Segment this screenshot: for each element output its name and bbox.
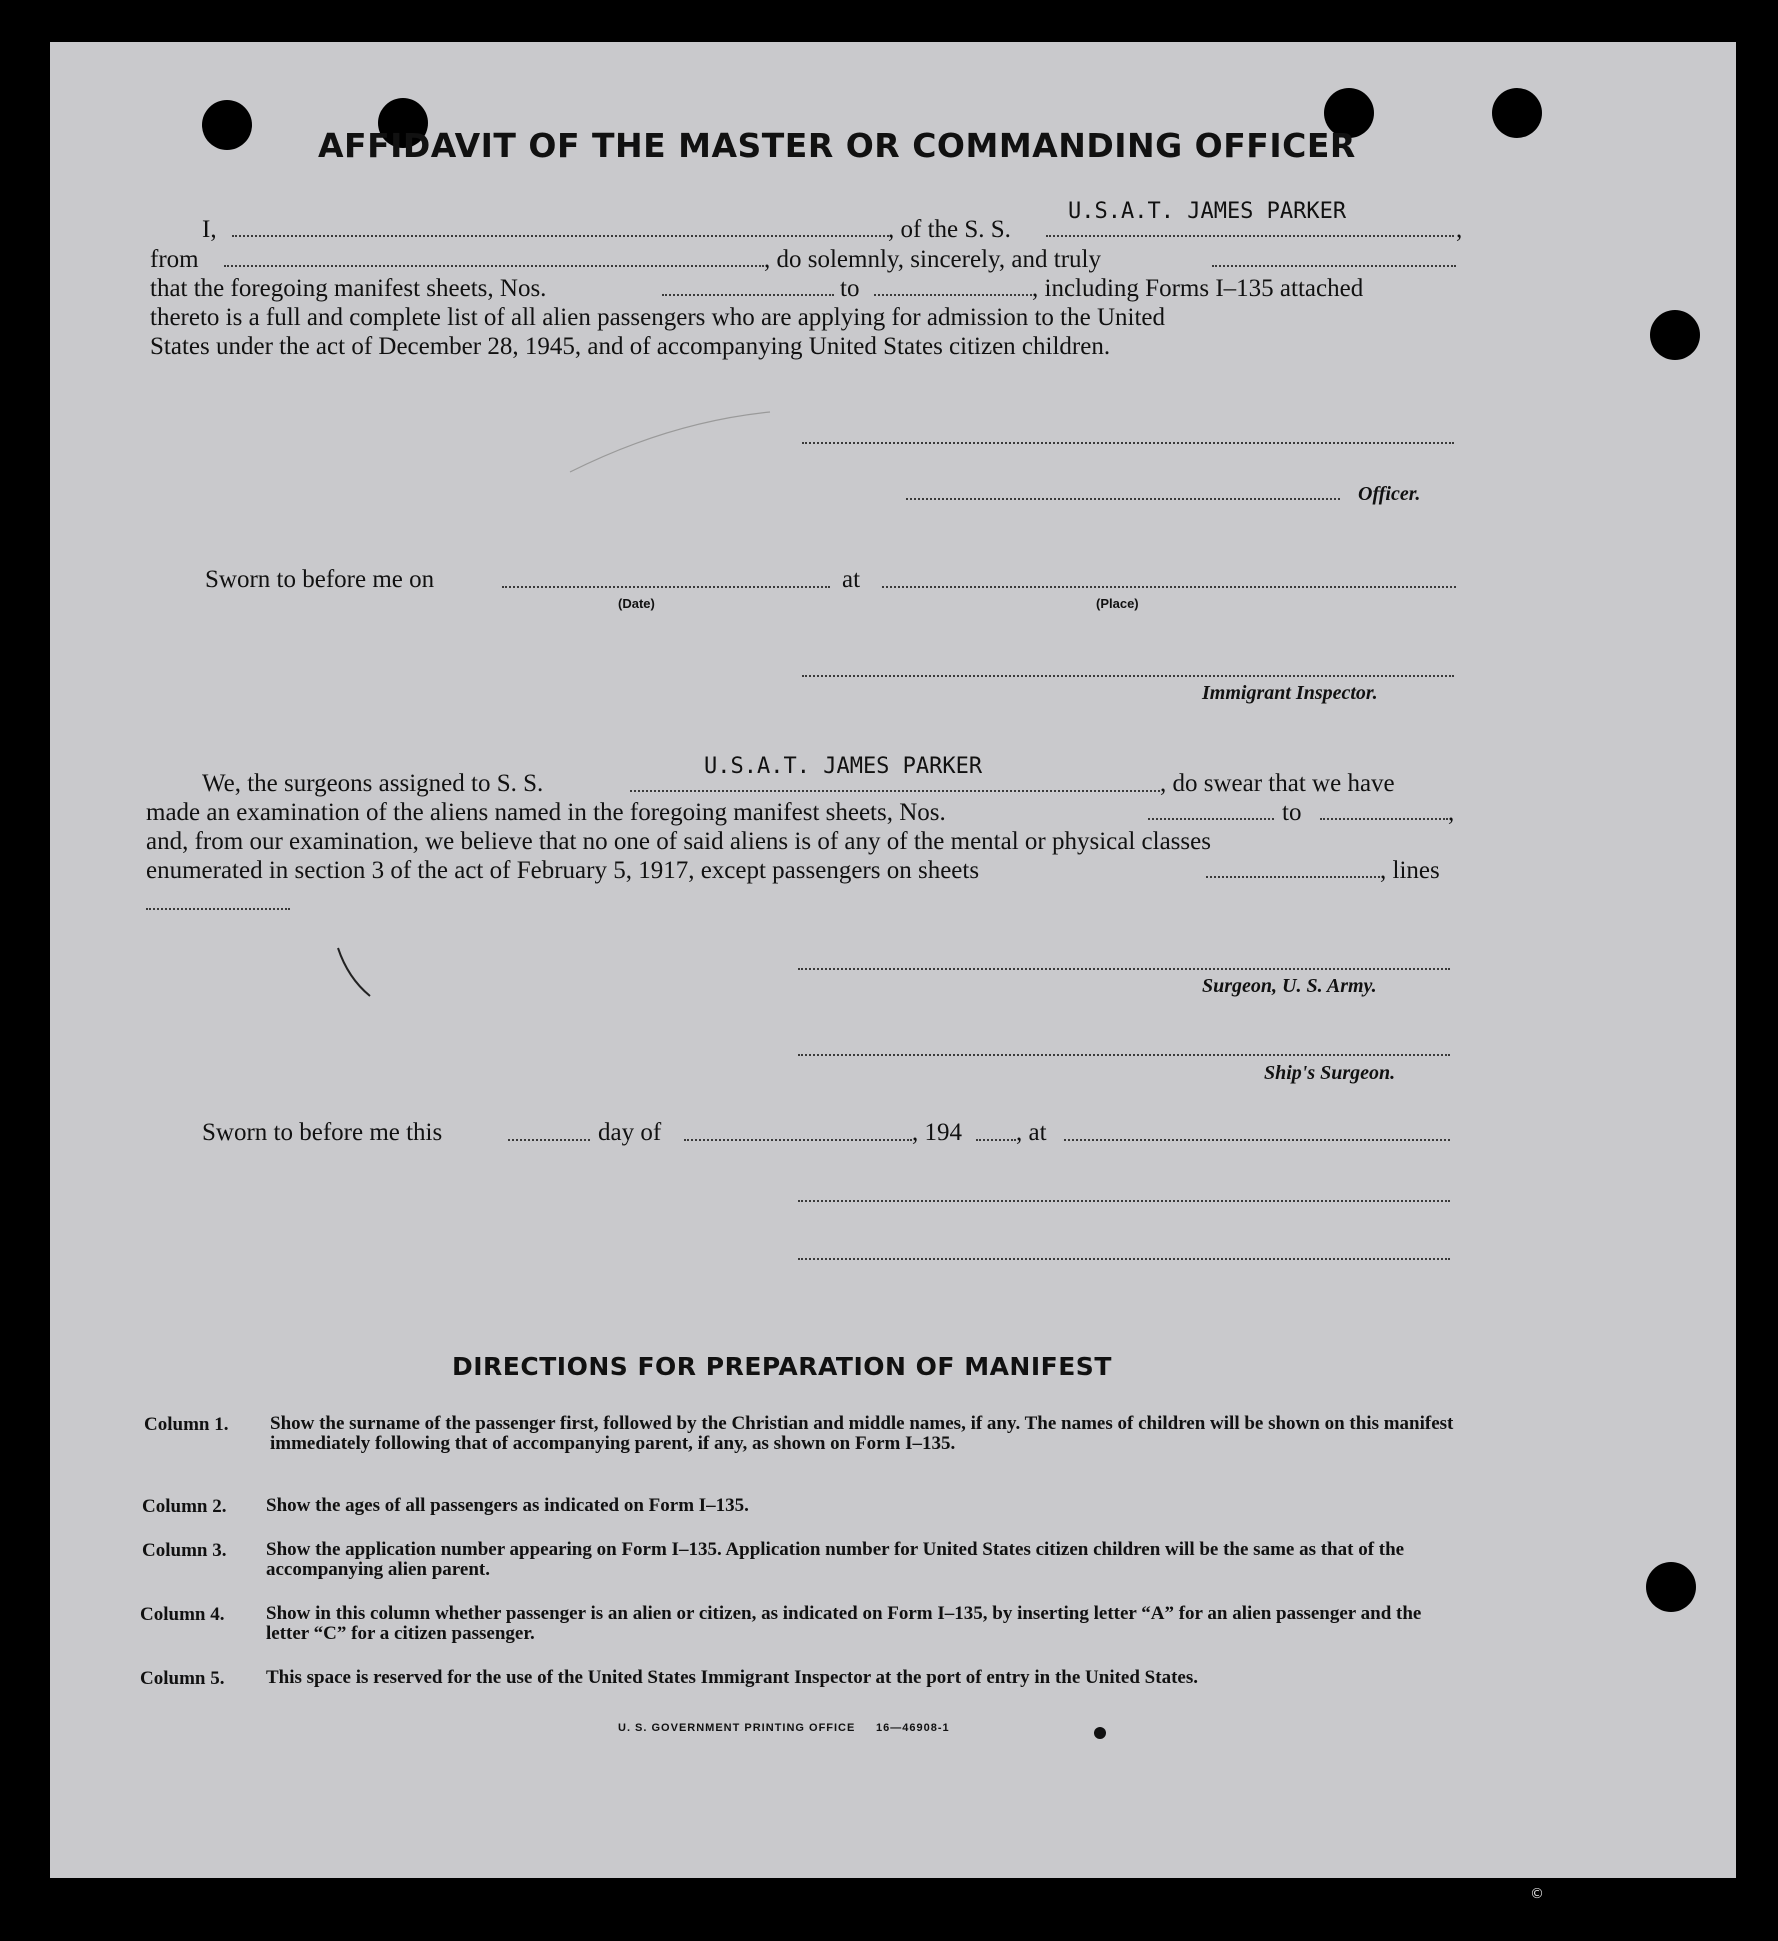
page-title: AFFIDAVIT OF THE MASTER OR COMMANDING OFFICER bbox=[318, 126, 1356, 165]
form-code: 16—46908-1 bbox=[876, 1722, 950, 1734]
column-3-label: Column 3. bbox=[142, 1540, 227, 1561]
immigrant-inspector-label: Immigrant Inspector. bbox=[1202, 682, 1378, 704]
master-line3-to: to bbox=[840, 275, 860, 302]
surgeons-line2-start: made an examination of the aliens named in the foregoing manifest sheets, Nos. bbox=[146, 799, 946, 826]
master-ship-name: U.S.A.T. JAMES PARKER bbox=[1068, 199, 1347, 224]
column-4-label: Column 4. bbox=[140, 1604, 225, 1625]
master-line1-i: I, bbox=[202, 216, 217, 243]
surgeons-line2-to: to bbox=[1282, 799, 1302, 826]
column-2-text: Show the ages of all passengers as indicated on Form I–135. bbox=[266, 1495, 749, 1516]
date-caption: (Date) bbox=[618, 596, 655, 611]
sworn2-prefix: Sworn to before me this bbox=[202, 1119, 443, 1146]
sworn2-at: , at bbox=[1016, 1119, 1047, 1146]
column-3-text: Show the application number appearing on Form I–135. Application number for United States citizen children will be the same as that of the accompanying alien parent. bbox=[266, 1539, 1405, 1580]
sworn2-day-of: day of bbox=[598, 1119, 662, 1146]
master-line5: States under the act of December 28, 1945, and of accompanying United States citizen children. bbox=[150, 333, 1111, 360]
directions-title: DIRECTIONS FOR PREPARATION OF MANIFEST bbox=[452, 1352, 1112, 1381]
column-4-text: Show in this column whether passenger is an alien or citizen, as indicated on Form I–135, by inserting letter “A” for an alien passenger and the letter “C” for a citizen passenger. bbox=[266, 1603, 1422, 1644]
corner-mark: © bbox=[1530, 1886, 1544, 1902]
document-page bbox=[50, 42, 1736, 1878]
surgeons-ship-name: U.S.A.T. JAMES PARKER bbox=[704, 754, 983, 779]
surgeons-line2-end: , bbox=[1448, 799, 1455, 826]
place-caption: (Place) bbox=[1096, 596, 1139, 611]
surgeons-line4-start: enumerated in section 3 of the act of February 5, 1917, except passengers on sheets bbox=[146, 857, 980, 884]
sworn1-prefix: Sworn to before me on bbox=[205, 566, 435, 593]
printer-imprint: U. S. GOVERNMENT PRINTING OFFICE bbox=[618, 1722, 856, 1734]
surgeons-line1-start: We, the surgeons assigned to S. S. bbox=[202, 770, 544, 797]
master-line4: thereto is a full and complete list of all alien passengers who are applying for admission to the United bbox=[150, 304, 1166, 331]
ship-surgeon-label: Ship's Surgeon. bbox=[1264, 1062, 1396, 1084]
master-line2-mid: , do solemnly, sincerely, and truly bbox=[764, 246, 1101, 273]
master-line3-start: that the foregoing manifest sheets, Nos. bbox=[150, 275, 547, 302]
surgeons-line3: and, from our examination, we believe that no one of said aliens is of any of the mental or physical classes bbox=[146, 828, 1211, 855]
master-line1-of-ship: , of the S. S. bbox=[888, 216, 1011, 243]
sworn2-year: , 194 bbox=[912, 1119, 962, 1146]
sworn1-at: at bbox=[842, 566, 861, 593]
master-line1-end: , bbox=[1456, 216, 1463, 243]
surgeons-line4-end: , lines bbox=[1380, 857, 1440, 884]
officer-label: Officer. bbox=[1358, 483, 1421, 505]
column-5-text: This space is reserved for the use of the United States Immigrant Inspector at the port of entry in the United States. bbox=[266, 1667, 1198, 1688]
column-1-label: Column 1. bbox=[144, 1414, 229, 1435]
column-5-label: Column 5. bbox=[140, 1668, 225, 1689]
column-2-label: Column 2. bbox=[142, 1496, 227, 1517]
stray-marks bbox=[50, 42, 1736, 1878]
master-line3-end: , including Forms I–135 attached bbox=[1032, 275, 1364, 302]
army-surgeon-label: Surgeon, U. S. Army. bbox=[1202, 975, 1377, 997]
surgeons-line1-end: , do swear that we have bbox=[1160, 770, 1395, 797]
master-line2-from: from bbox=[150, 246, 199, 273]
column-1-text: Show the surname of the passenger first, followed by the Christian and middle names, if any. The names of children will be shown on this manifest immediately following that of accompanying parent, if any, as shown on Form I–135. bbox=[270, 1413, 1454, 1454]
